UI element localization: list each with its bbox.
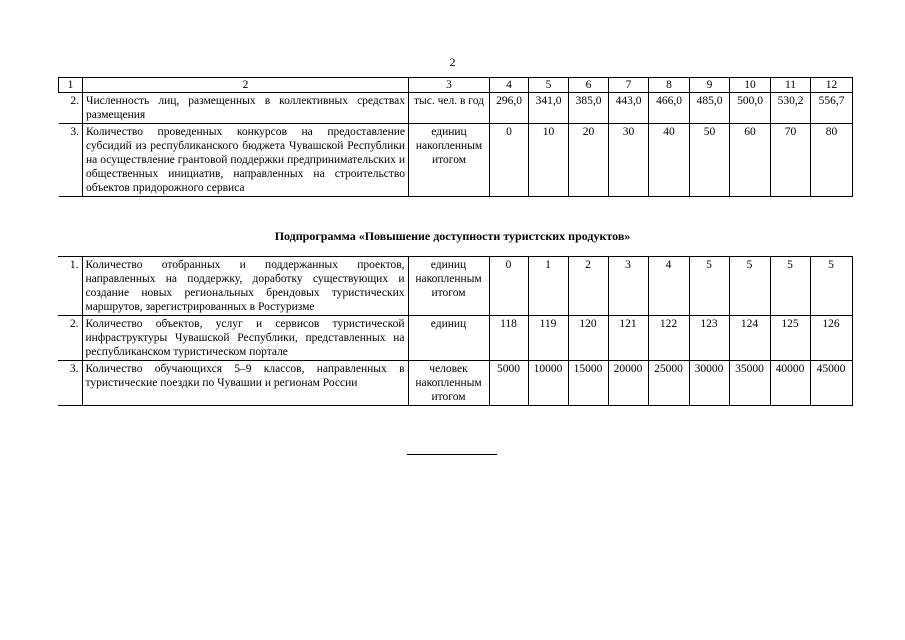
value-cell: 5 bbox=[770, 257, 810, 316]
unit-cell: человек накопленным итогом bbox=[408, 361, 489, 406]
value-cell: 121 bbox=[608, 316, 648, 361]
value-cell: 443,0 bbox=[609, 93, 649, 124]
value-cell: 123 bbox=[689, 316, 729, 361]
indicator-name: Количество обучающихся 5–9 классов, направленных в туристические поездки по Чувашии и регионам России bbox=[82, 361, 408, 406]
header-cell: 7 bbox=[609, 78, 649, 93]
value-cell: 5 bbox=[689, 257, 729, 316]
value-cell: 126 bbox=[810, 316, 852, 361]
value-cell: 500,0 bbox=[730, 93, 771, 124]
value-cell: 0 bbox=[489, 257, 528, 316]
header-cell: 3 bbox=[409, 78, 490, 93]
header-cell: 2 bbox=[83, 78, 409, 93]
unit-cell: тыс. чел. в год bbox=[409, 93, 490, 124]
row-number: 3. bbox=[58, 361, 82, 406]
value-cell: 0 bbox=[490, 124, 529, 197]
value-cell: 15000 bbox=[568, 361, 608, 406]
header-cell: 8 bbox=[649, 78, 690, 93]
header-cell: 12 bbox=[811, 78, 853, 93]
value-cell: 385,0 bbox=[569, 93, 609, 124]
value-cell: 341,0 bbox=[529, 93, 569, 124]
value-cell: 556,7 bbox=[811, 93, 853, 124]
unit-cell: единиц накопленным итогом bbox=[408, 257, 489, 316]
unit-cell: единиц накопленным итогом bbox=[409, 124, 490, 197]
indicators-table-top bbox=[58, 77, 853, 197]
value-cell: 35000 bbox=[729, 361, 770, 406]
header-cell: 6 bbox=[569, 78, 609, 93]
indicators-table-subprogram bbox=[58, 256, 853, 406]
indicator-name: Количество отобранных и поддержанных проектов, направленных на поддержку, доработку существующих и создание новых региональных брендовых туристических маршрутов, зарегистрированных в Ростуризме bbox=[82, 257, 408, 316]
value-cell: 40000 bbox=[770, 361, 810, 406]
value-cell: 118 bbox=[489, 316, 528, 361]
value-cell: 50 bbox=[690, 124, 730, 197]
value-cell: 124 bbox=[729, 316, 770, 361]
value-cell: 4 bbox=[648, 257, 689, 316]
value-cell: 296,0 bbox=[490, 93, 529, 124]
table-row bbox=[58, 257, 852, 316]
value-cell: 45000 bbox=[810, 361, 852, 406]
value-cell: 20 bbox=[569, 124, 609, 197]
indicator-name: Численность лиц, размещенных в коллективных средствах размещения bbox=[83, 93, 409, 124]
column-number-row bbox=[59, 78, 853, 93]
value-cell: 125 bbox=[770, 316, 810, 361]
table-row bbox=[59, 124, 853, 197]
value-cell: 60 bbox=[730, 124, 771, 197]
subprogram-title: Подпрограмма «Повышение доступности туристских продуктов» bbox=[274, 229, 631, 243]
header-cell: 10 bbox=[730, 78, 771, 93]
value-cell: 40 bbox=[649, 124, 690, 197]
value-cell: 25000 bbox=[648, 361, 689, 406]
header-cell: 5 bbox=[529, 78, 569, 93]
value-cell: 10 bbox=[529, 124, 569, 197]
indicator-name: Количество объектов, услуг и сервисов туристической инфраструктуры Чувашской Республики, представленных на республиканском туристическом портале bbox=[82, 316, 408, 361]
row-number: 2. bbox=[59, 93, 83, 124]
value-cell: 30000 bbox=[689, 361, 729, 406]
value-cell: 2 bbox=[568, 257, 608, 316]
table-row bbox=[59, 93, 853, 124]
value-cell: 5 bbox=[729, 257, 770, 316]
table-row bbox=[58, 361, 852, 406]
value-cell: 5 bbox=[810, 257, 852, 316]
end-of-document-rule bbox=[407, 454, 497, 455]
row-number: 3. bbox=[59, 124, 83, 197]
value-cell: 119 bbox=[528, 316, 568, 361]
value-cell: 5000 bbox=[489, 361, 528, 406]
value-cell: 485,0 bbox=[690, 93, 730, 124]
table-row bbox=[58, 316, 852, 361]
value-cell: 120 bbox=[568, 316, 608, 361]
header-cell: 1 bbox=[59, 78, 83, 93]
unit-cell: единиц bbox=[408, 316, 489, 361]
indicator-name: Количество проведенных конкурсов на предоставление субсидий из республиканского бюджета Чувашской Республики на осуществление грантовой поддержки предпринимательских и общественных инициатив, направленных на строительство объектов придорожного сервиса bbox=[83, 124, 409, 197]
value-cell: 466,0 bbox=[649, 93, 690, 124]
value-cell: 30 bbox=[609, 124, 649, 197]
header-cell: 4 bbox=[490, 78, 529, 93]
row-number: 2. bbox=[58, 316, 82, 361]
value-cell: 10000 bbox=[528, 361, 568, 406]
value-cell: 80 bbox=[811, 124, 853, 197]
value-cell: 70 bbox=[771, 124, 811, 197]
page-number: 2 bbox=[449, 55, 456, 69]
value-cell: 3 bbox=[608, 257, 648, 316]
value-cell: 1 bbox=[528, 257, 568, 316]
value-cell: 122 bbox=[648, 316, 689, 361]
row-number: 1. bbox=[58, 257, 82, 316]
value-cell: 530,2 bbox=[771, 93, 811, 124]
header-cell: 9 bbox=[690, 78, 730, 93]
value-cell: 20000 bbox=[608, 361, 648, 406]
header-cell: 11 bbox=[771, 78, 811, 93]
